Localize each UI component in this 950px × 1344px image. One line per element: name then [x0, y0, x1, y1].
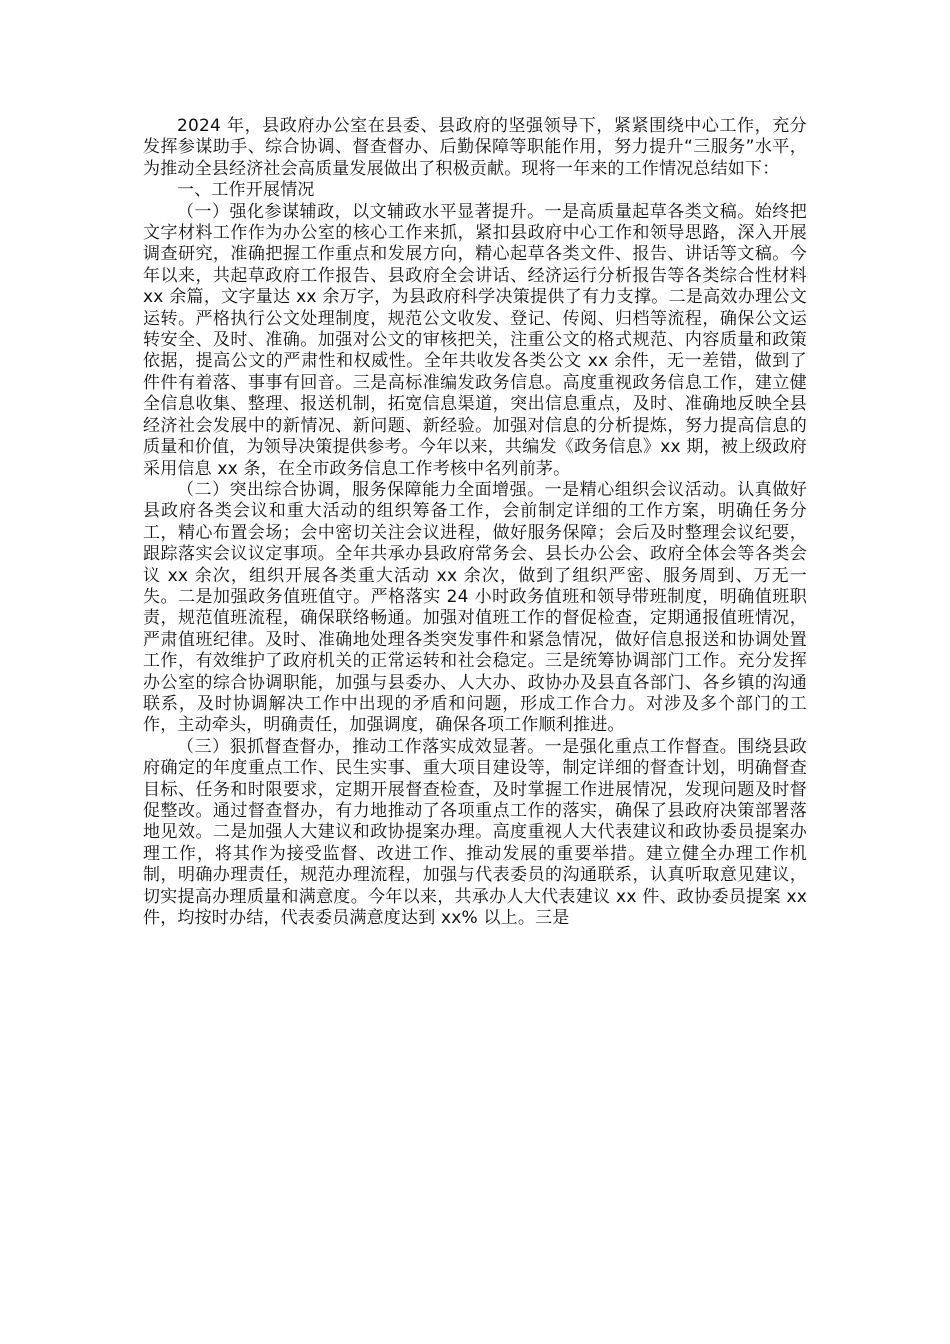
body-paragraph-1: （一）强化参谋辅政，以文辅政水平显著提升。一是高质量起草各类文稿。始终把文字材料工作作为办公室的核心工作来抓，紧扣县政府中心工作和领导思路，深入开展调查研究，准确把握工作重点和发展方向，精心起草各类文件、报告、讲话等文稿。今年以来，共起草政府工作报告、县政府全会讲话、经济运行分析报告等各类综合性材料 xx 余篇，文字量达 xx 余万字，为县政府科学决策提供了有力支撑。二是高效办理公文运转。严格执行公文处理制度，规范公文收发、登记、传阅、归档等流程，确保公文运转安全、及时、准确。加强对公文的审核把关，注重公文的格式规范、内容质量和政策依据，提高公文的严肃性和权威性。全年共收发各类公文 xx 余件，无一差错，做到了件件有着落、事事有回音。三是高标准编发政务信息。高度重视政务信息工作，建立健全信息收集、整理、报送机制，拓宽信息渠道，突出信息重点，及时、准确地反映全县经济社会发展中的新情况、新问题、新经验。加强对信息的分析提炼，努力提高信息的质量和价值，为领导决策提供参考。今年以来，共编发《政务信息》xx 期，被上级政府采用信息 xx 条，在全市政务信息工作考核中名列前茅。	[143, 201, 807, 479]
section-heading: 一、工作开展情况	[177, 180, 315, 201]
intro-paragraph: 2024 年，县政府办公室在县委、县政府的坚强领导下，紧紧围绕中心工作，充分发挥参谋助手、综合协调、督查督办、后勤保障等职能作用，努力提升“三服务”水平，为推动全县经济社会高质量发展做出了积极贡献。现将一年来的工作情况总结如下：	[143, 116, 807, 179]
document-page	[143, 116, 807, 929]
body-paragraph-2: （二）突出综合协调，服务保障能力全面增强。一是精心组织会议活动。认真做好县政府各类会议和重大活动的组织筹备工作，会前制定详细的工作方案，明确任务分工，精心布置会场；会中密切关注会议进程，做好服务保障；会后及时整理会议纪要，跟踪落实会议议定事项。全年共承办县政府常务会、县长办公会、政府全体会等各类会议 xx 余次，组织开展各类重大活动 xx 余次，做到了组织严密、服务周到、万无一失。二是加强政务值班值守。严格落实 24 小时政务值班和领导带班制度，明确值班职责，规范值班流程，确保联络畅通。加强对值班工作的督促检查，定期通报值班情况，严肃值班纪律。及时、准确地处理各类突发事件和紧急情况，做好信息报送和协调处置工作，有效维护了政府机关的正常运转和社会稳定。三是统筹协调部门工作。充分发挥办公室的综合协调职能，加强与县委办、人大办、政协办及县直各部门、各乡镇的沟通联系，及时协调解决工作中出现的矛盾和问题，形成工作合力。对涉及多个部门的工作，主动牵头，明确责任，加强调度，确保各项工作顺利推进。	[143, 479, 807, 736]
body-paragraph-3: （三）狠抓督查督办，推动工作落实成效显著。一是强化重点工作督查。围绕县政府确定的年度重点工作、民生实事、重大项目建设等，制定详细的督查计划，明确督查目标、任务和时限要求，定期开展督查检查，及时掌握工作进展情况，发现问题及时督促整改。通过督查督办，有力地推动了各项重点工作的落实，确保了县政府决策部署落地见效。二是加强人大建议和政协提案办理。高度重视人大代表建议和政协委员提案办理工作，将其作为接受监督、改进工作、推动发展的重要举措。建立健全办理工作机制，明确办理责任，规范办理流程，加强与代表委员的沟通联系，认真听取意见建议，切实提高办理质量和满意度。今年以来，共承办人大代表建议 xx 件、政协委员提案 xx 件，均按时办结，代表委员满意度达到 xx% 以上。三是	[143, 736, 807, 929]
